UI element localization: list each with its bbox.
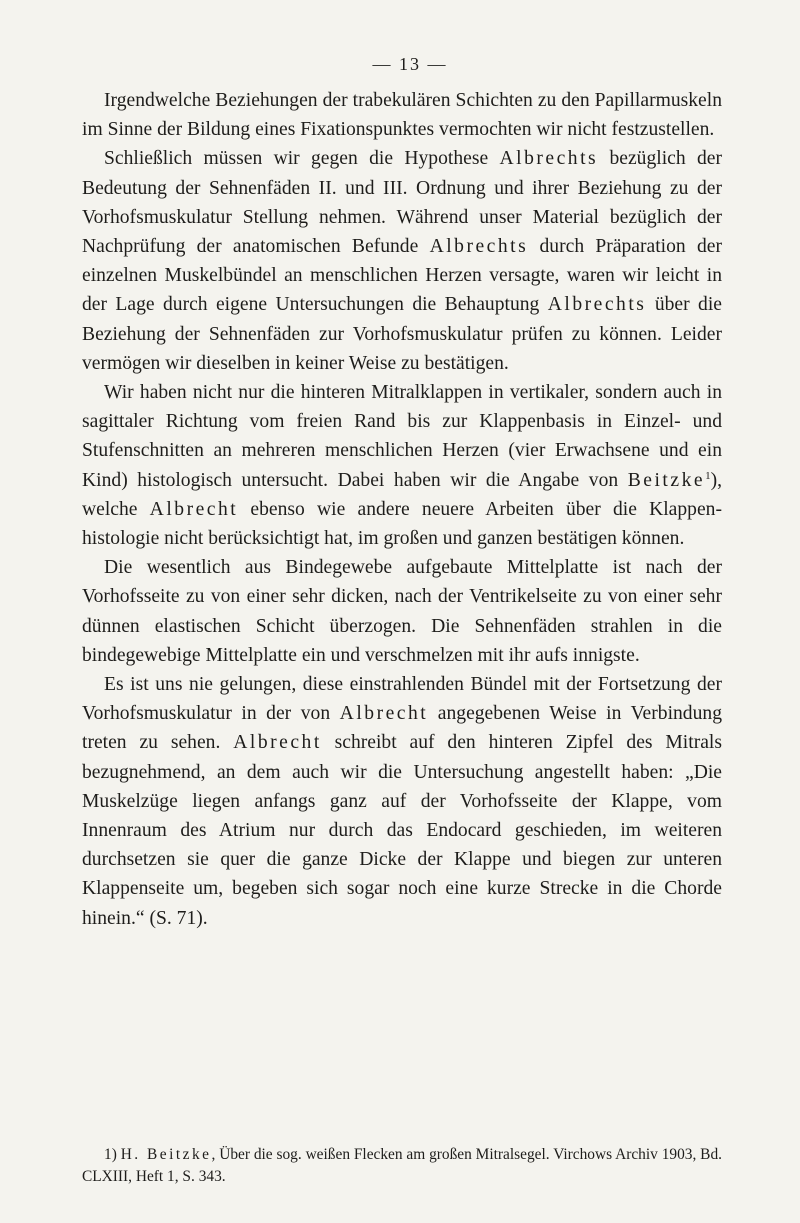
paragraph-1: Irgendwelche Beziehungen der trabekulären Schichten zu den Papillarmuskeln im Sinne der Bildung eines Fixationspunktes vermochten wir nicht festzustellen. bbox=[82, 90, 722, 141]
author-name: Albrechts bbox=[499, 148, 599, 170]
page-number: — 13 — bbox=[372, 54, 448, 74]
text-run: Wir haben nicht nur die hinteren Mitralklappen in vertikaler, sondern auch in sagittaler Richtung vom freien Rand bis zur Klappenbasis in Einzel- und Stufenschnitten an mehreren menschlichen Herzen (vier Erwachsene und ein Kind) histologisch untersucht. Dabei haben wir die Angabe von bbox=[82, 382, 722, 491]
footnote-text bbox=[82, 1144, 722, 1188]
paragraph-5 bbox=[82, 670, 722, 933]
text-run: über die Beziehung der Sehnenfäden zur Vorhofsmuskulatur prüfen zu können. Leider vermögen wir dieselben in keiner Weise zu bestätigen. bbox=[82, 294, 722, 374]
text-run: ebenso wie andere neuere Arbeiten über die Klappenhistologie nicht berücksichtigt hat, im großen und ganzen bestätigen können. bbox=[82, 498, 722, 550]
author-name: Albrechts bbox=[429, 236, 529, 258]
text-run: bezüglich der Bedeutung der Sehnenfäden II. und III. Ordnung und ihrer Beziehung zu der Vorhofsmuskulatur Stellung nehmen. Während unser Material bezüglich der Nachprüfung der anatomischen Befunde bbox=[82, 148, 722, 258]
paragraph-4: Die wesentlich aus Bindegewebe aufgebaute Mittelplatte ist nach der Vorhofsseite zu von einer sehr dicken, nach der Ventrikelseite zu von einer sehr dünnen elastischen Schicht überzogen. Die Sehnenfäden strahlen in die bindegewebige Mittelplatte ein und verschmelzen mit ihr aufs innigste. bbox=[82, 557, 722, 666]
author-name: Beitzke bbox=[627, 469, 706, 491]
text-run: angegebenen Weise in Verbindung treten zu sehen. bbox=[82, 703, 722, 754]
text-run: durch Präparation der einzelnen Muskelbündel an menschlichen Herzen versagte, waren wir leicht in der Lage durch eigene Untersuchungen die Behauptung bbox=[82, 236, 722, 316]
body-text bbox=[82, 86, 722, 933]
text-run: Es ist uns nie gelungen, diese einstrahlenden Bündel mit der Fortsetzung der Vorhofsmuskulatur in der von bbox=[82, 674, 722, 725]
text-run: ), welche bbox=[82, 469, 722, 520]
text-run: Schließlich müssen wir gegen die Hypothese bbox=[104, 148, 500, 170]
footnote-author: H. Beitzke bbox=[120, 1146, 212, 1163]
author-name: Albrecht bbox=[149, 498, 239, 520]
paragraph-3 bbox=[82, 378, 722, 553]
text-run: schreibt auf den hinteren Zipfel des Mitrals bezugnehmend, an dem auch wir die Untersuchung angestellt haben: „Die Muskelzüge liegen anfangs ganz auf der Vorhofsseite der Klappe, vom Innenraum des Atrium nur durch das Endocard geschieden, im weiteren durchsetzen sie quer die ganze Dicke der Klappe und biegen zur unteren Klappenseite um, begeben sich sogar noch eine kurze Strecke in die Chorde hinein.“ (S. 71). bbox=[82, 732, 722, 929]
footnote-reference[interactable]: 1 bbox=[705, 469, 711, 482]
footnote bbox=[82, 1144, 722, 1188]
author-name: Albrechts bbox=[547, 294, 647, 316]
paragraph-2 bbox=[82, 144, 722, 378]
author-name: Albrecht bbox=[339, 703, 429, 725]
author-name: Albrecht bbox=[233, 732, 322, 754]
footnote-marker: 1) bbox=[104, 1146, 121, 1163]
footnote-citation: , Über die sog. weißen Flecken am großen Mitralsegel. Virchows Archiv 1903, Bd. CLXIII, Heft 1, S. 343. bbox=[82, 1146, 722, 1185]
